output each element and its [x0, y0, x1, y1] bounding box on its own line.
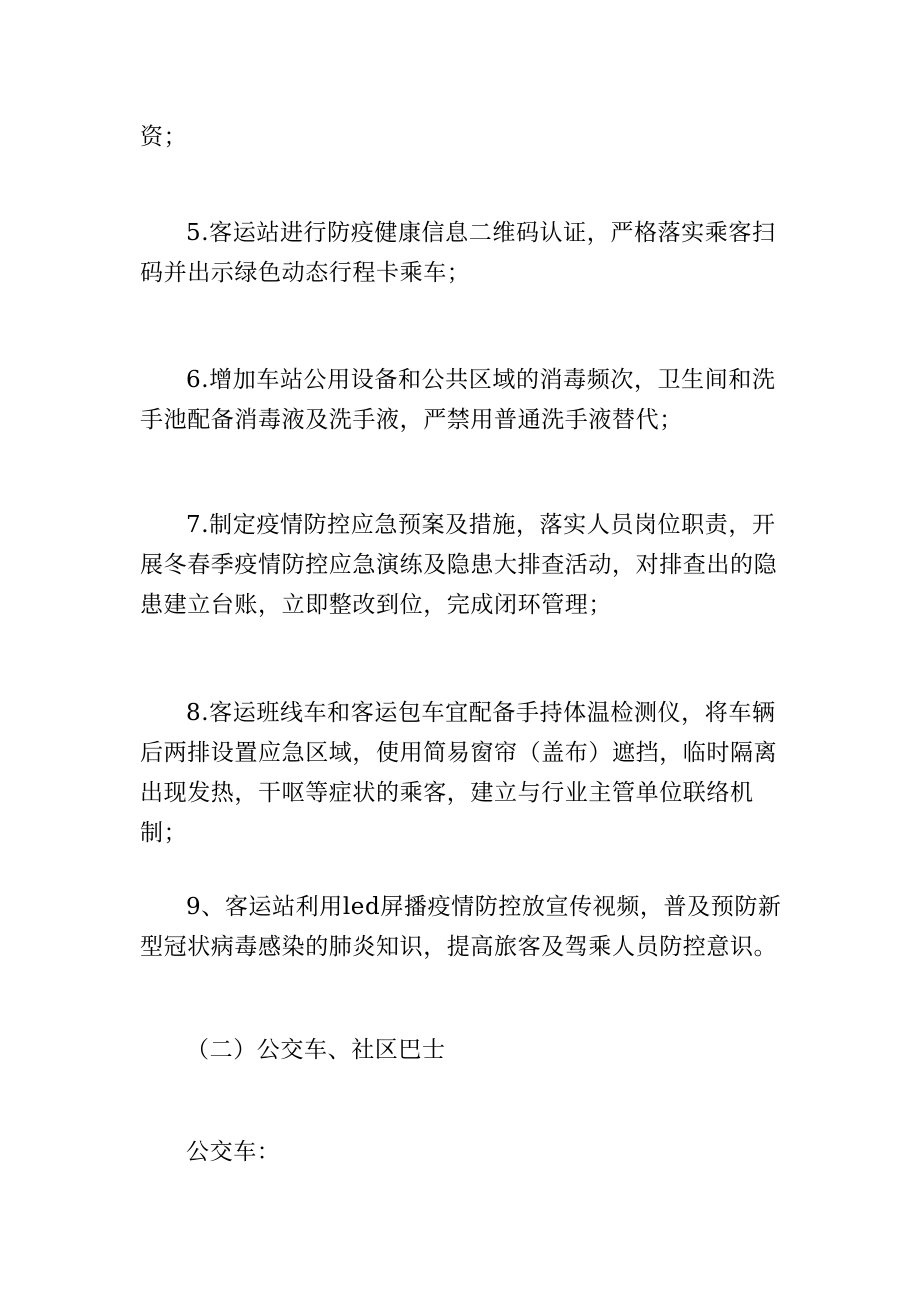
section-heading-bus: （二）公交车、社区巴士 [186, 1037, 446, 1063]
subheading-public-bus: 公交车： [186, 1139, 281, 1165]
paragraph-continuation: 资； [140, 124, 188, 150]
paragraph-item-6: 6.增加车站公用设备和公共区域的消毒频次，卫生间和洗手池配备消毒液及洗手液，严禁用普通洗手液替代； [140, 367, 776, 433]
paragraph-item-8: 8.客运班线车和客运包车宜配备手持体温检测仪，将车辆后两排设置应急区域，使用简易窗帘（盖布）遮挡，临时隔离出现发热，干呕等症状的乘客，建立与行业主管单位联络机制； [140, 700, 778, 846]
paragraph-item-5: 5.客运站进行防疫健康信息二维码认证，严格落实乘客扫码并出示绿色动态行程卡乘车； [140, 220, 776, 286]
paragraph-item-9: 9、客运站利用led屏播疫情防控放宣传视频，普及预防新型冠状病毒感染的肺炎知识，提高旅客及驾乘人员防控意识。 [140, 894, 782, 960]
paragraph-item-7: 7.制定疫情防控应急预案及措施，落实人员岗位职责，开展冬春季疫情防控应急演练及隐患大排查活动，对排查出的隐患建立台账，立即整改到位，完成闭环管理； [140, 512, 778, 618]
